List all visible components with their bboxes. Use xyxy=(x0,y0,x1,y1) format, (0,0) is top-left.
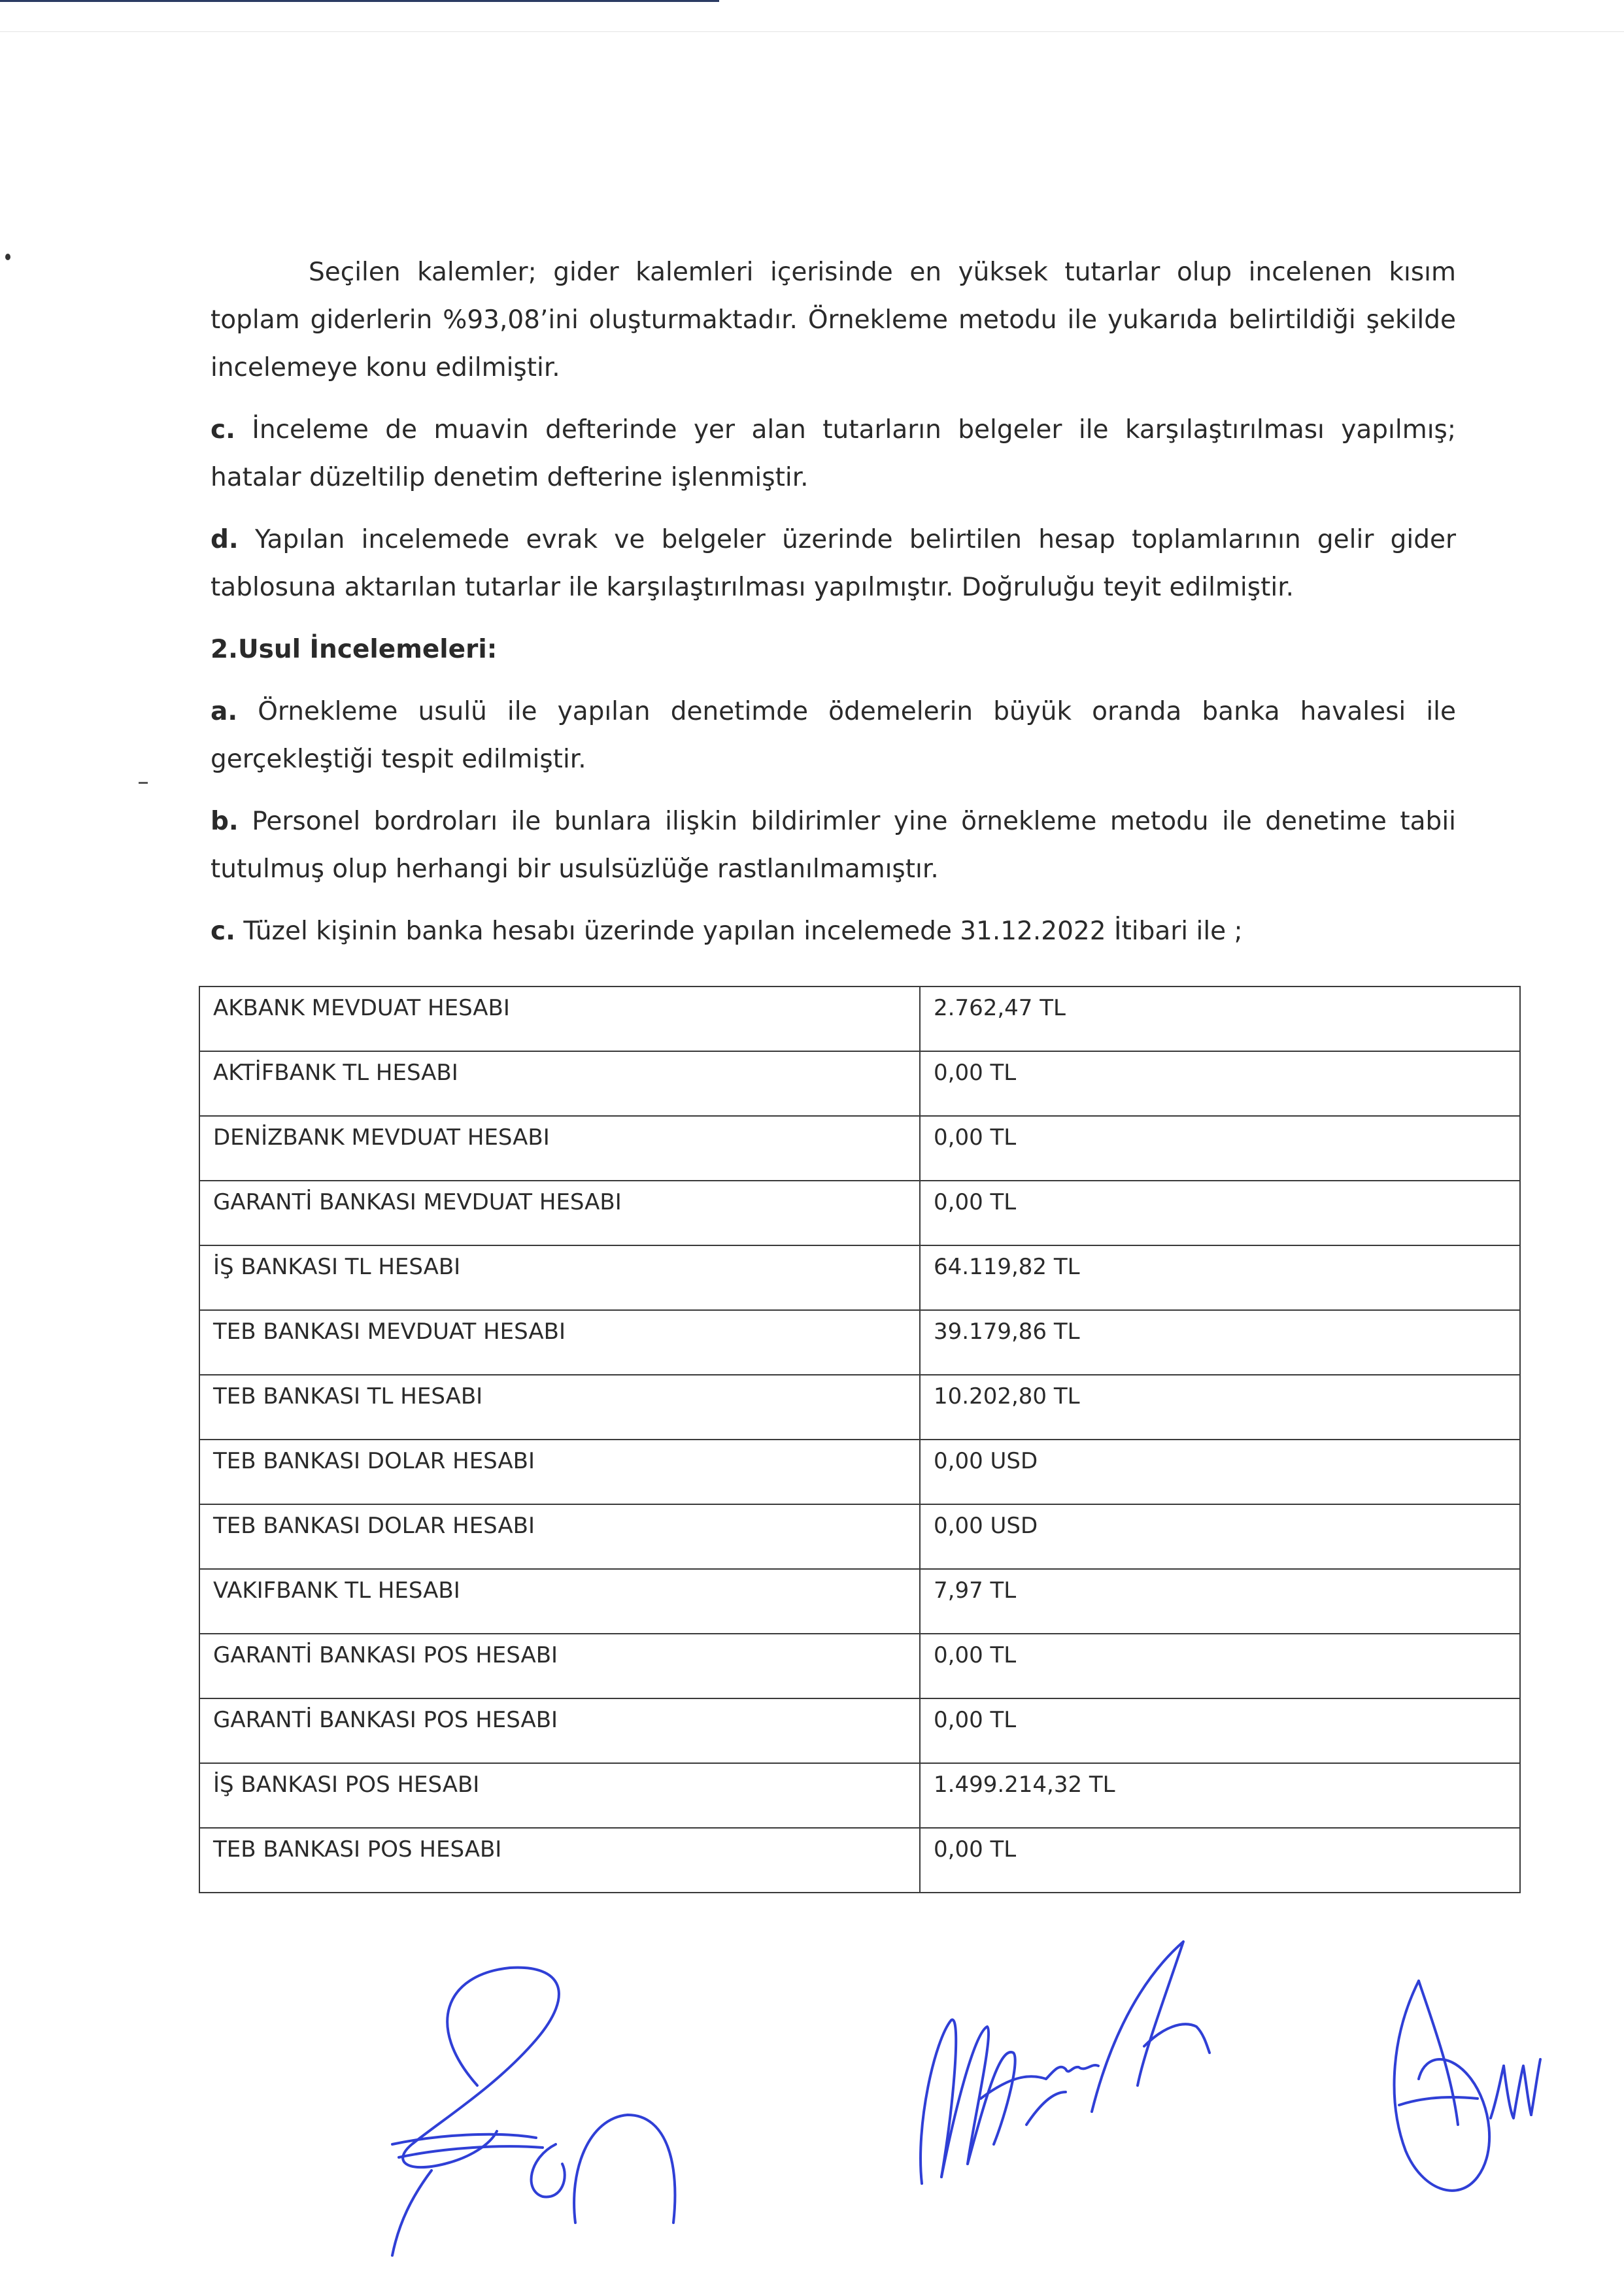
scan-edge-line xyxy=(0,31,1624,32)
table-row xyxy=(199,1763,1520,1828)
table-row xyxy=(199,1181,1520,1245)
scan-dot xyxy=(5,254,10,260)
paragraph-d xyxy=(211,516,1456,611)
account-amount: 0,00 TL xyxy=(920,1698,1520,1763)
top-rule xyxy=(0,0,719,2)
document-body xyxy=(211,248,1456,955)
account-name: GARANTİ BANKASI MEVDUAT HESABI xyxy=(199,1181,920,1245)
table-row xyxy=(199,1634,1520,1698)
intro-paragraph: Seçilen kalemler; gider kalemleri içerisinde en yüksek tutarlar olup incelenen kısım toplam giderlerin %93,08’ini oluşturmaktadır. Örnekleme metodu ile yukarıda belirtildiği şekilde incelemeye konu edilmiştir. xyxy=(211,258,1456,382)
table-row xyxy=(199,1698,1520,1763)
account-name: GARANTİ BANKASI POS HESABI xyxy=(199,1698,920,1763)
account-name: GARANTİ BANKASI POS HESABI xyxy=(199,1634,920,1698)
account-amount: 0,00 TL xyxy=(920,1181,1520,1245)
section2-a-label: a. xyxy=(211,697,238,726)
table-row xyxy=(199,1375,1520,1440)
table-row xyxy=(199,1504,1520,1569)
account-amount: 39.179,86 TL xyxy=(920,1310,1520,1375)
account-name: VAKIFBANK TL HESABI xyxy=(199,1569,920,1634)
section2-paragraph-a xyxy=(211,688,1456,783)
account-name: AKTİFBANK TL HESABI xyxy=(199,1051,920,1116)
table-row xyxy=(199,1051,1520,1116)
signature-left xyxy=(366,1948,732,2262)
account-amount: 2.762,47 TL xyxy=(920,987,1520,1051)
table-row xyxy=(199,1116,1520,1181)
section2-b-text: Personel bordroları ile bunlara ilişkin bildirimler yine örnekleme metodu ile denetime tabii tutulmuş olup herhangi bir usulsüzlüğe rastlanılmamıştır. xyxy=(211,807,1456,884)
account-amount: 0,00 TL xyxy=(920,1116,1520,1181)
account-amount: 10.202,80 TL xyxy=(920,1375,1520,1440)
account-name: DENİZBANK MEVDUAT HESABI xyxy=(199,1116,920,1181)
signature-right xyxy=(1360,1955,1556,2229)
section2-c-label: c. xyxy=(211,917,235,946)
section2-b-label: b. xyxy=(211,807,239,836)
account-amount: 7,97 TL xyxy=(920,1569,1520,1634)
account-name: TEB BANKASI DOLAR HESABI xyxy=(199,1504,920,1569)
section2-a-text: Örnekleme usulü ile yapılan denetimde ödemelerin büyük oranda banka havalesi ile gerçekleştiği tespit edilmiştir. xyxy=(211,697,1456,774)
table-row xyxy=(199,1440,1520,1504)
section2-paragraph-b xyxy=(211,798,1456,893)
signature-middle xyxy=(896,1929,1236,2203)
account-amount: 0,00 TL xyxy=(920,1051,1520,1116)
account-name: TEB BANKASI TL HESABI xyxy=(199,1375,920,1440)
table-row xyxy=(199,987,1520,1051)
paragraph-d-label: d. xyxy=(211,525,239,554)
table-row xyxy=(199,1569,1520,1634)
account-name: TEB BANKASI DOLAR HESABI xyxy=(199,1440,920,1504)
section-heading: 2.Usul İncelemeleri: xyxy=(211,635,498,664)
account-amount: 0,00 USD xyxy=(920,1504,1520,1569)
account-amount: 0,00 USD xyxy=(920,1440,1520,1504)
account-name: TEB BANKASI POS HESABI xyxy=(199,1828,920,1893)
paragraph-c-text: İnceleme de muavin defterinde yer alan tutarların belgeler ile karşılaştırılması yapılmış; hatalar düzeltilip denetim defterine işlenmiştir. xyxy=(211,415,1456,492)
table-row xyxy=(199,1310,1520,1375)
table-row xyxy=(199,1245,1520,1310)
account-name: AKBANK MEVDUAT HESABI xyxy=(199,987,920,1051)
account-amount: 64.119,82 TL xyxy=(920,1245,1520,1310)
section2-paragraph-c xyxy=(211,907,1456,955)
account-name: TEB BANKASI MEVDUAT HESABI xyxy=(199,1310,920,1375)
paragraph-d-text: Yapılan incelemede evrak ve belgeler üzerinde belirtilen hesap toplamlarının gelir gider tablosuna aktarılan tutarlar ile karşılaştırılması yapılmıştır. Doğruluğu teyit edilmiştir. xyxy=(211,525,1456,602)
account-name: İŞ BANKASI POS HESABI xyxy=(199,1763,920,1828)
account-amount: 0,00 TL xyxy=(920,1828,1520,1893)
account-amount: 1.499.214,32 TL xyxy=(920,1763,1520,1828)
scan-dash xyxy=(139,782,148,784)
paragraph-c xyxy=(211,406,1456,501)
bank-accounts-table xyxy=(199,986,1521,1893)
account-amount: 0,00 TL xyxy=(920,1634,1520,1698)
section2-c-text: Tüzel kişinin banka hesabı üzerinde yapılan incelemede 31.12.2022 İtibari ile ; xyxy=(243,917,1243,946)
table-row xyxy=(199,1828,1520,1893)
account-name: İŞ BANKASI TL HESABI xyxy=(199,1245,920,1310)
paragraph-c-label: c. xyxy=(211,415,235,445)
